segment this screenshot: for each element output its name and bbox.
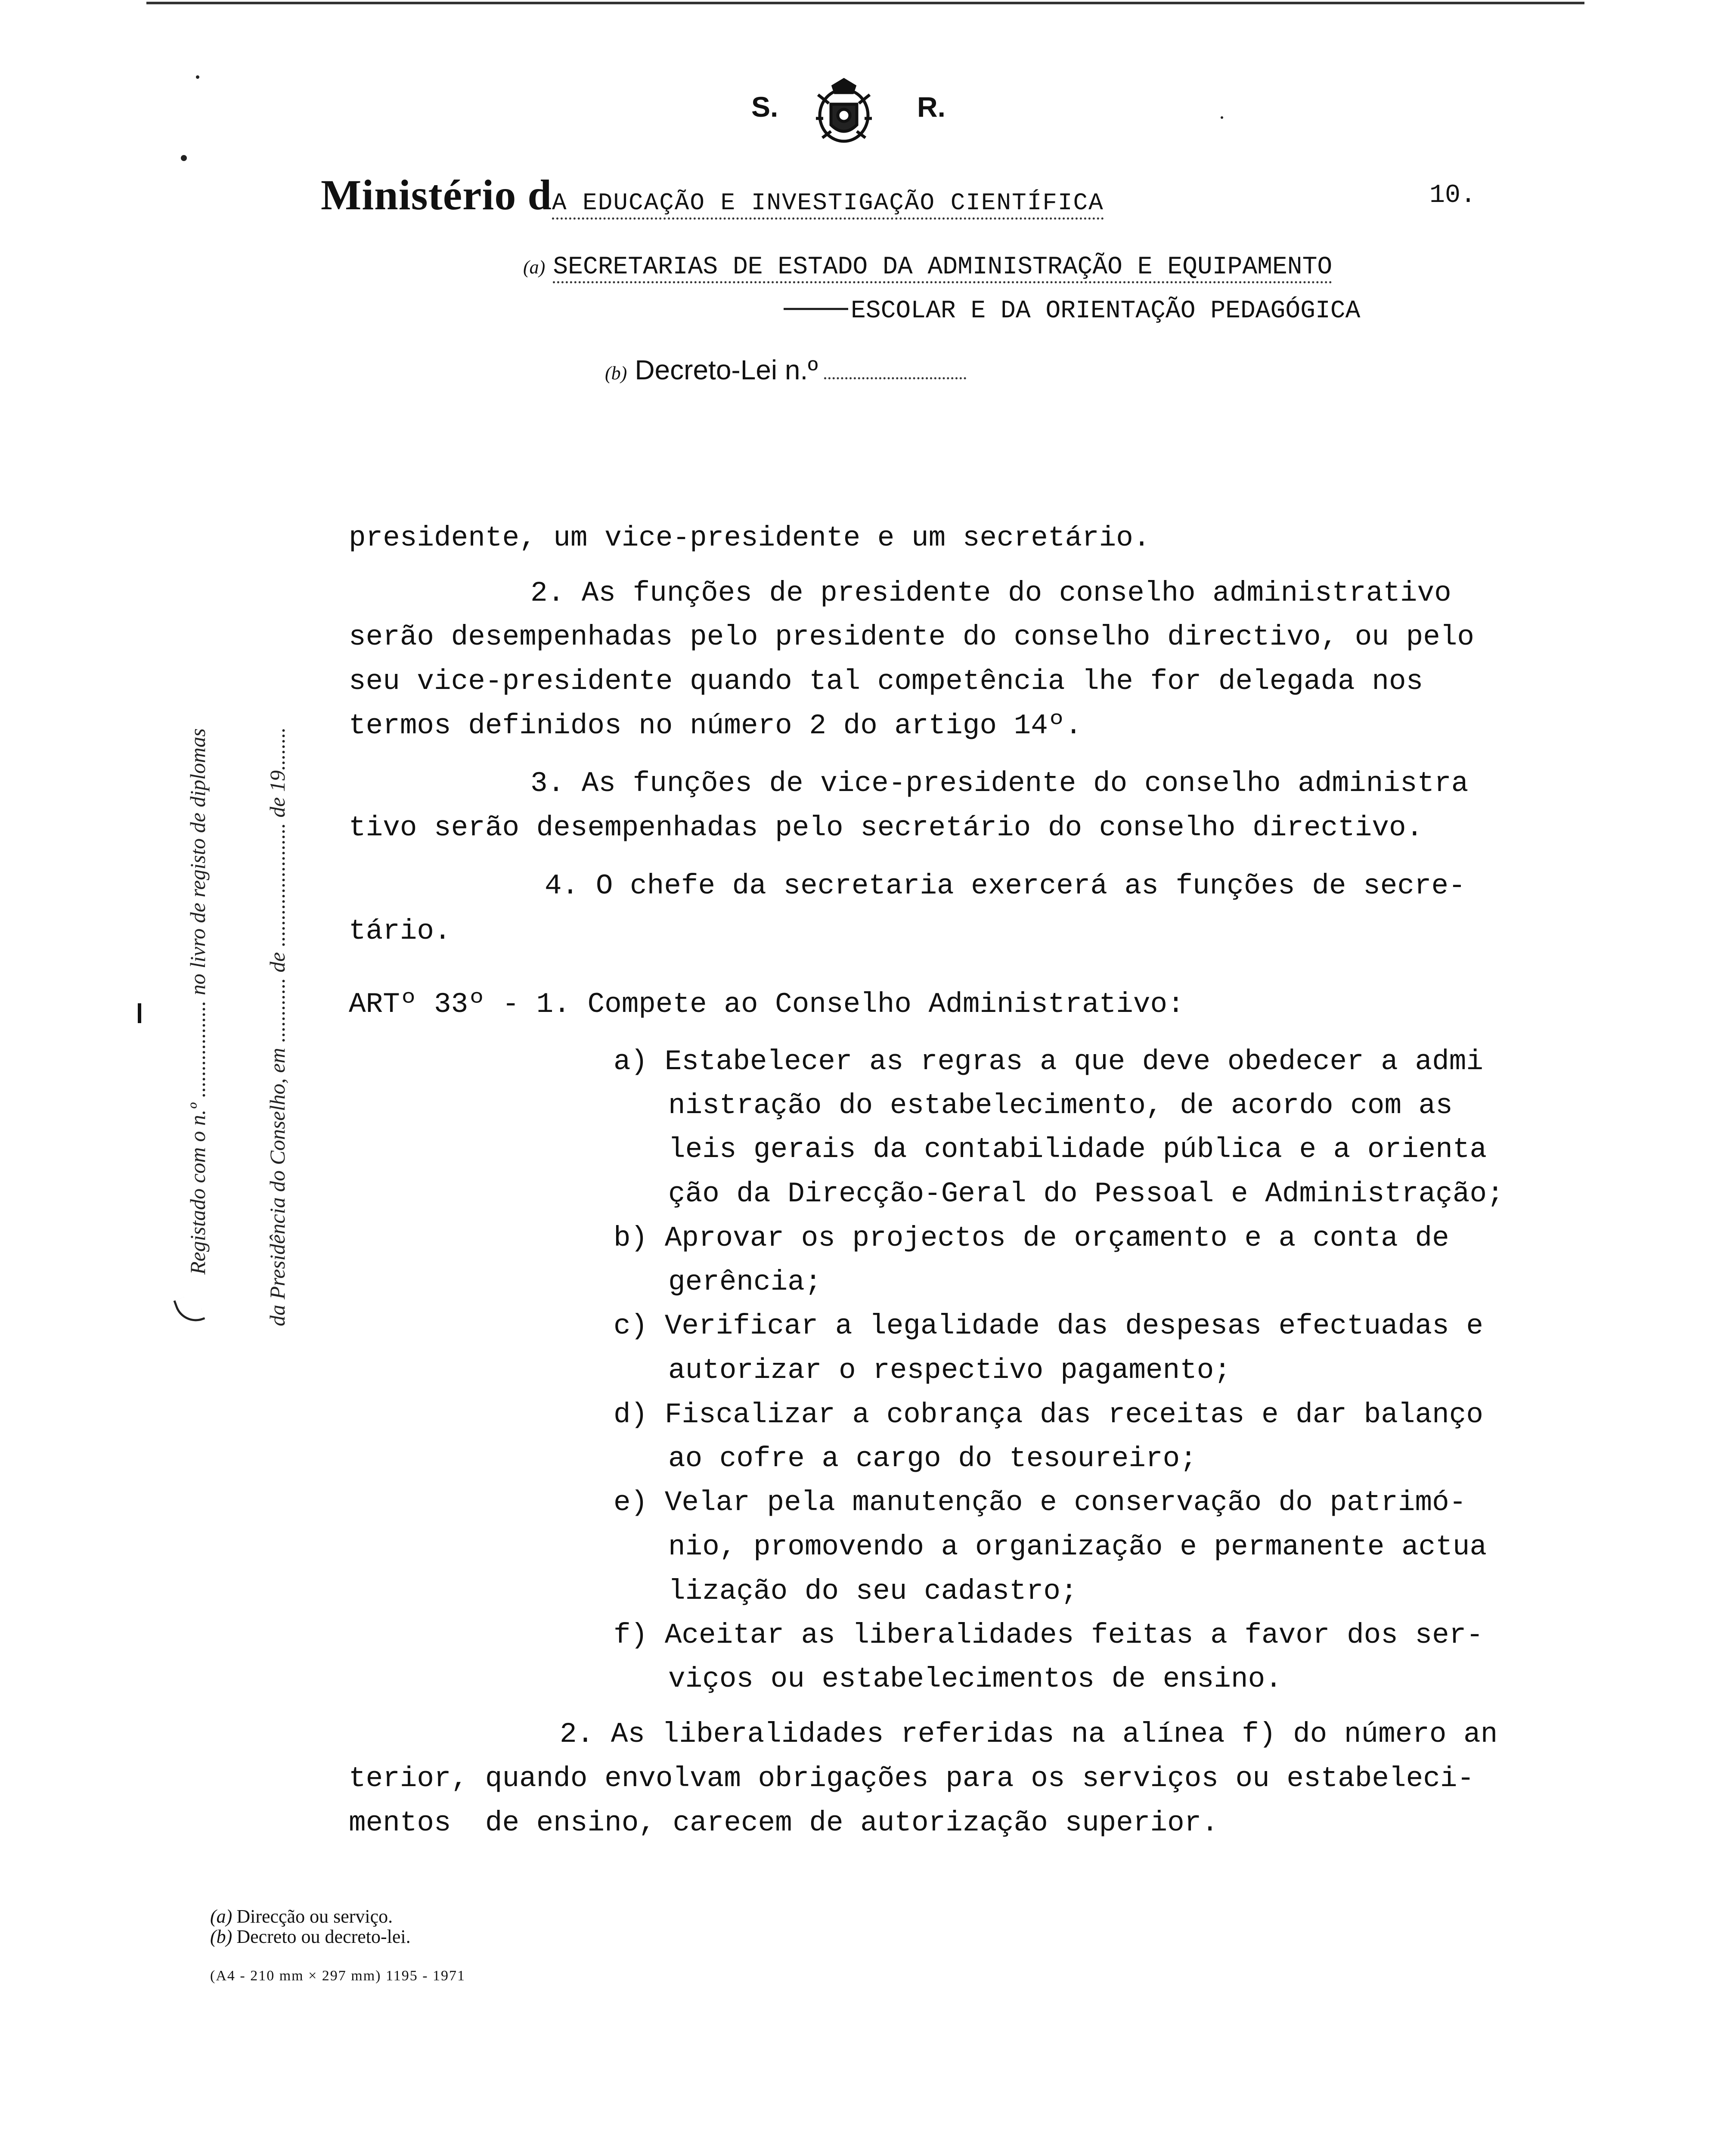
text-line: mentos de ensino, carecem de autorização superior. (349, 1807, 1218, 1839)
article-heading: ARTº 33º - 1. Compete ao Conselho Administrativo: (349, 988, 1184, 1021)
text-line: a) Estabelecer as regras a que deve obedecer a admi (614, 1045, 1483, 1078)
text-line: 2. As funções de presidente do conselho administrativo (530, 577, 1451, 609)
speck (181, 155, 187, 161)
footnote-b (210, 1926, 411, 1948)
ministry-title (321, 170, 1104, 220)
secretariat-line-1 (523, 253, 1332, 281)
text-line: 2. As liberalidades referidas na alínea f) do número an (560, 1718, 1498, 1750)
text-line: nistração do estabelecimento, de acordo com as (668, 1089, 1453, 1122)
decree-text: Decreto-Lei n.º (635, 354, 818, 385)
page-number: 10. (1429, 181, 1476, 210)
text-line: lização do seu cadastro; (668, 1575, 1078, 1607)
text-line: f) Aceitar as liberalidades feitas a favor dos ser- (614, 1619, 1483, 1651)
footnote-b-text: Decreto ou decreto-lei. (236, 1926, 411, 1947)
text-line: c) Verificar a legalidade das despesas efectuadas e (614, 1310, 1483, 1342)
registration-note-line-2: da Presidência do Conselho, em ............ de ....................... de 19........ (265, 727, 289, 1326)
footnote-a-label: (a) (210, 1906, 232, 1927)
text-line: 3. As funções de vice-presidente do conselho administra (530, 767, 1469, 800)
text-line: e) Velar pela manutenção e conservação do patrimó- (614, 1486, 1466, 1519)
text-line: termos definidos no número 2 do artigo 14º. (349, 710, 1082, 742)
form-code: (A4 - 210 mm × 297 mm) 1195 - 1971 (210, 1968, 466, 1984)
ministry-prefix: Ministério d (321, 171, 552, 219)
footnote-ref-a: (a) (523, 257, 546, 278)
secretariat-text: SECRETARIAS DE ESTADO DA ADMINISTRAÇÃO E EQUIPAMENTO (553, 253, 1332, 283)
footnote-ref-b: (b) (605, 363, 627, 384)
top-border-line (146, 2, 1584, 4)
margin-mark (138, 1003, 141, 1023)
text-line: terior, quando envolvam obrigações para os serviços ou estabeleci- (349, 1762, 1475, 1795)
decree-line (605, 354, 966, 386)
text-line: b) Aprovar os projectos de orçamento e a conta de (614, 1222, 1449, 1254)
text-line: ao cofre a cargo do tesoureiro; (668, 1443, 1197, 1475)
text-line: 4. O chefe da secretaria exercerá as funções de secre- (545, 870, 1466, 902)
footnote-b-label: (b) (210, 1926, 232, 1947)
margin-bracket (174, 1293, 205, 1328)
text-line: tário. (349, 915, 451, 947)
text-line: autorizar o respectivo pagamento; (668, 1354, 1231, 1387)
text-line: seu vice-presidente quando tal competência lhe for delegada nos (349, 665, 1423, 698)
text-line: gerência; (668, 1266, 822, 1298)
speck (196, 75, 199, 79)
header-s: S. (751, 91, 778, 123)
text-line: leis gerais da contabilidade pública e a orienta (668, 1133, 1487, 1166)
text-line: d) Fiscalizar a cobrança das receitas e dar balanço (614, 1399, 1483, 1431)
coat-of-arms-icon (809, 78, 878, 151)
leader-line (784, 308, 848, 310)
footnote-a-text: Direcção ou serviço. (236, 1906, 393, 1927)
speck (1221, 116, 1223, 119)
text-line: viços ou estabelecimentos de ensino. (668, 1663, 1282, 1695)
header-r: R. (917, 91, 946, 123)
footnote-a (210, 1905, 393, 1927)
text-line: serão desempenhadas pelo presidente do conselho directivo, ou pelo (349, 621, 1475, 653)
text-line: tivo serão desempenhadas pelo secretário do conselho directivo. (349, 812, 1423, 844)
ministry-name: A EDUCAÇÃO E INVESTIGAÇÃO CIENTÍFICA (552, 189, 1104, 220)
text-line: nio, promovendo a organização e permanente actua (668, 1531, 1487, 1563)
text-line: presidente, um vice-presidente e um secretário. (349, 522, 1150, 554)
decree-number-blank (824, 377, 966, 379)
secretariat-text-2: ESCOLAR E DA ORIENTAÇÃO PEDAGÓGICA (851, 297, 1361, 325)
registration-note-line-1: Registado com o n.º .................. no livro de registo de diplomas (186, 728, 210, 1275)
text-line: ção da Direcção-Geral do Pessoal e Administração; (668, 1178, 1504, 1210)
secretariat-line-2 (784, 297, 1360, 325)
